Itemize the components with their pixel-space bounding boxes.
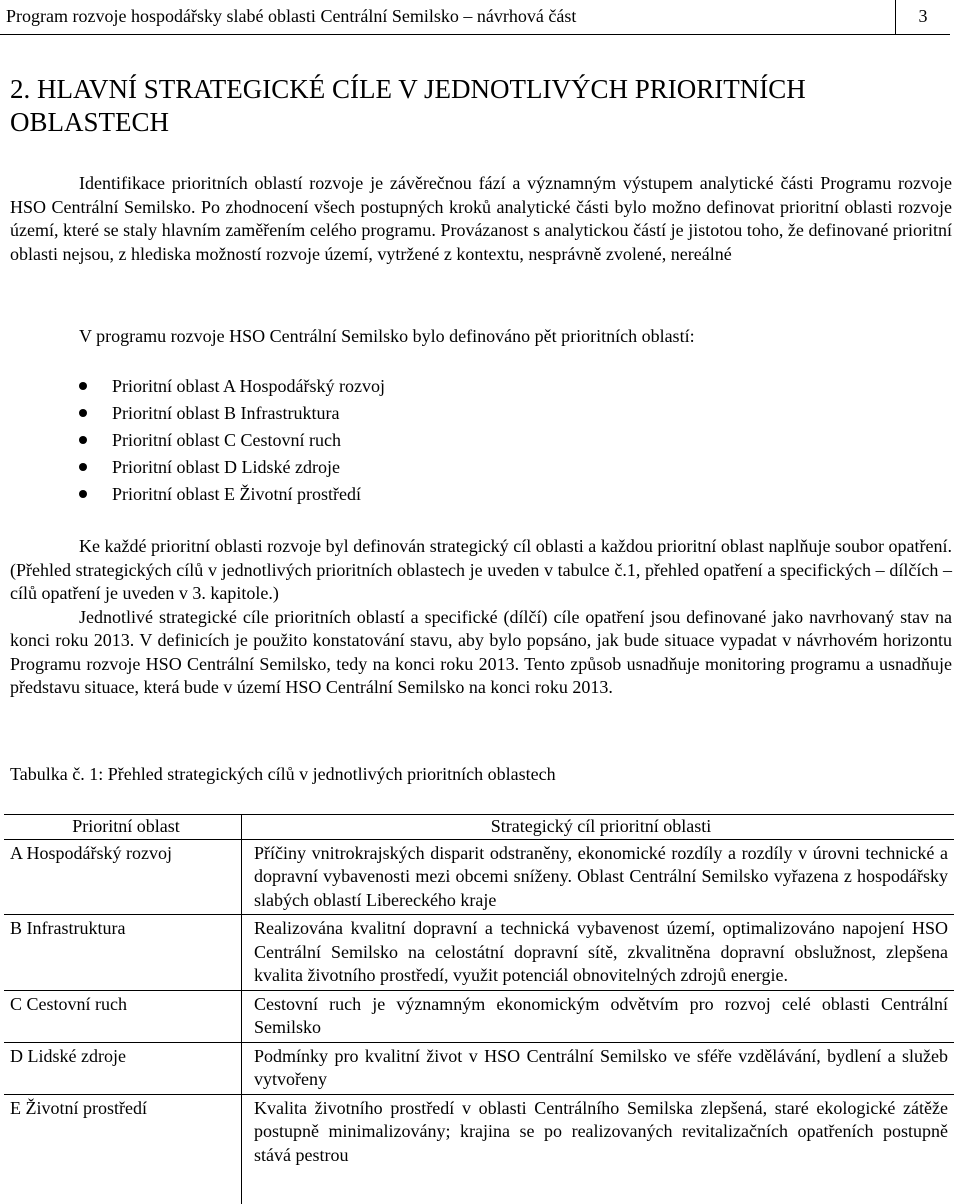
- area-cell: A Hospodářský rozvoj: [10, 842, 172, 863]
- column-header-goal: Strategický cíl prioritní oblasti: [248, 815, 954, 840]
- section-title: 2. HLAVNÍ STRATEGICKÉ CÍLE V JEDNOTLIVÝCH PRIORITNÍCH OBLASTECH: [10, 74, 806, 137]
- paragraph-goals-container: [10, 535, 952, 700]
- table-row: [4, 839, 954, 915]
- list-item: Prioritní oblast A Hospodářský rozvoj: [79, 373, 385, 400]
- area-cell: B Infrastruktura: [10, 918, 126, 938]
- priority-list: [79, 373, 385, 508]
- table-row: [4, 1094, 954, 1169]
- table-caption: Tabulka č. 1: Přehled strategických cílů v jednotlivých prioritních oblastech: [10, 764, 556, 784]
- page-header: [0, 0, 950, 35]
- strategic-goals-table: [4, 814, 954, 1169]
- table-row: [4, 1042, 954, 1094]
- area-cell: C Cestovní ruch: [10, 993, 127, 1014]
- page-number: 3: [895, 0, 950, 34]
- list-item: Prioritní oblast C Cestovní ruch: [79, 427, 385, 454]
- list-item: Prioritní oblast E Životní prostředí: [79, 481, 385, 508]
- table-row: [4, 990, 954, 1042]
- table-header-row: [4, 815, 954, 840]
- goal-cell: Realizována kvalitní dopravní a technická vybavenost území, optimalizováno napojení HSO Centrální Semilsko na celostátní dopravní sítě, zkvalitněna dopravní obslužnost, zlepšena kvalita životního prostředí, využit potenciál obnovitelných zdrojů energie.: [254, 918, 948, 985]
- goal-cell: Cestovní ruch je významným ekonomickým odvětvím pro rozvoj celé oblasti Centrální Semilsko: [254, 993, 948, 1037]
- area-cell: E Životní prostředí: [10, 1097, 147, 1118]
- header-title: Program rozvoje hospodářsky slabé oblasti Centrální Semilsko – návrhová část: [6, 6, 577, 26]
- goal-cell: Podmínky pro kvalitní život v HSO Centrální Semilsko ve sféře vzdělávání, bydlení a služeb vytvořeny: [254, 1045, 948, 1089]
- list-item: Prioritní oblast B Infrastruktura: [79, 400, 385, 427]
- table-row: [4, 915, 954, 991]
- paragraph-intro: V programu rozvoje HSO Centrální Semilsko bylo definováno pět prioritních oblastí:: [79, 326, 695, 346]
- goal-cell: Kvalita životního prostředí v oblasti Centrálního Semilska zlepšená, staré ekologické zátěže postupně minimalizovány; krajina se po realizovaných revitalizačních opatřeních postupně stává pestrou: [254, 1097, 948, 1165]
- goal-cell: Příčiny vnitrokrajských disparit odstraněny, ekonomické rozdíly a rozdíly v úrovni technické a dopravní vybavenosti mezi obcemi sníženy. Oblast Centrální Semilsko vyřazena z hospodářsky slabých oblastí Libereckého kraje: [254, 842, 948, 910]
- paragraph-goals: Ke každé prioritní oblasti rozvoje byl definován strategický cíl oblasti a každou prioritní oblast naplňuje soubor opatření. (Přehled strategických cílů v jednotlivých prioritních oblastech je uveden v tabulce č.1, přehled opatření a specifických – dílčích – cílů opatření je uveden v 3. kapitole.): [10, 536, 952, 603]
- list-item: Prioritní oblast D Lidské zdroje: [79, 454, 385, 481]
- column-header-area: Prioritní oblast: [4, 815, 248, 840]
- area-cell: D Lidské zdroje: [10, 1045, 126, 1066]
- paragraph-identification: Identifikace prioritních oblastí rozvoje je závěrečnou fází a významným výstupem analytické části Programu rozvoje HSO Centrální Semilsko. Po zhodnocení všech postupných kroků analytické části bylo možno definovat prioritní oblasti rozvoje území, které se staly hlavním zaměřením celého programu. Provázanost s analytickou částí je jistotou toho, že definované prioritní oblasti nejsou, z hlediska možností rozvoje území, vytržené z kontextu, nesprávně zvolené, nereálné: [10, 173, 952, 264]
- paragraph-definitions: Jednotlivé strategické cíle prioritních oblastí a specifické (dílčí) cíle opatření jsou definované jako navrhovaný stav na konci roku 2013. V definicích je použito konstatování stavu, aby bylo popsáno, jak bude situace vypadat v návrhovém horizontu Programu rozvoje HSO Centrální Semilsko, tedy na konci roku 2013. Tento způsob usnadňuje monitoring programu a usnadňuje představu situace, která bude v území HSO Centrální Semilsko na konci roku 2013.: [10, 606, 952, 697]
